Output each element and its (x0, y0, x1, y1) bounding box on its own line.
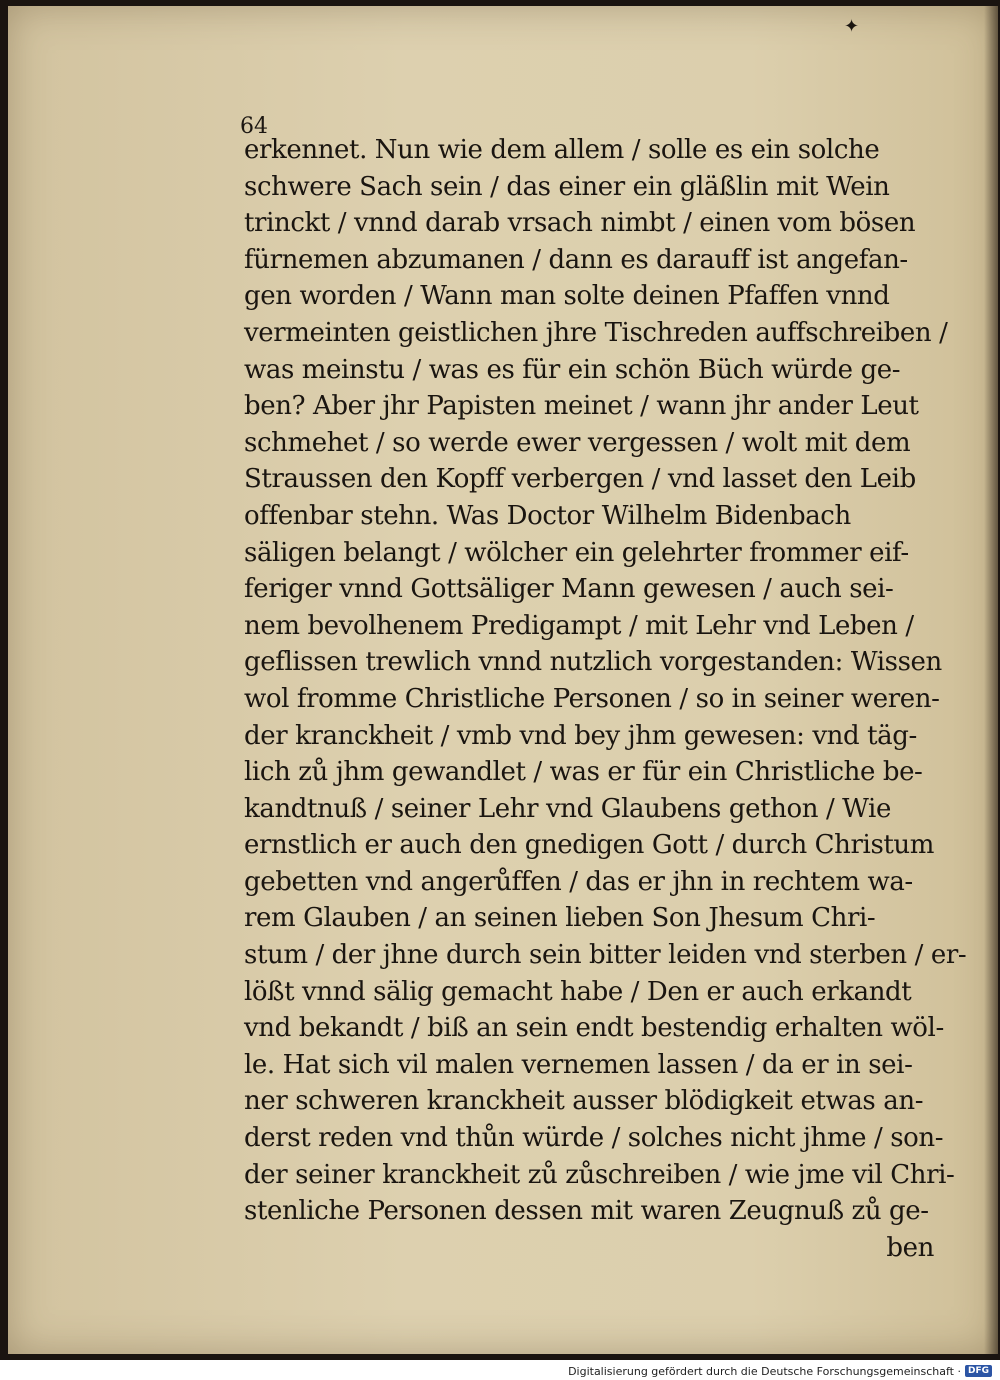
text-line: nem bevolhenem Predigampt / mit Lehr vnd Leben / (244, 610, 914, 641)
text-line: was meinstu / was es für ein schön Büch würde ge- (244, 354, 901, 385)
text-line: le. Hat sich vil malen vernemen lassen / da er in sei- (244, 1049, 913, 1080)
page-edge-shadow (984, 6, 998, 1354)
dfg-logo-icon: DFG (965, 1365, 992, 1377)
text-line: lich zů jhm gewandlet / was er für ein Christliche be- (244, 757, 923, 788)
text-line: offenbar stehn. Was Doctor Wilhelm Bidenbach (244, 500, 851, 531)
text-line: wol fromme Christliche Personen / so in seiner weren- (244, 683, 940, 714)
ink-mark: ✦ (844, 16, 860, 37)
text-line: vermeinten geistlichen jhre Tischreden auffschreiben / (244, 317, 948, 348)
text-line: vnd bekandt / biß an sein endt bestendig erhalten wöl- (244, 1013, 944, 1044)
text-line: geflissen trewlich vnnd nutzlich vorgestanden: Wissen (244, 647, 942, 678)
text-line: erkennet. Nun wie dem allem / solle es ein solche (244, 135, 880, 165)
text-line: schwere Sach sein / das einer ein gläßlin mit Wein (244, 171, 890, 202)
text-line: stum / der jhne durch sein bitter leiden vnd sterben / er- (244, 940, 967, 971)
book-page (8, 6, 998, 1354)
text-line: schmehet / so werde ewer vergessen / wolt mit dem (244, 427, 911, 458)
text-line: ben? Aber jhr Papisten meinet / wann jhr ander Leut (244, 391, 919, 422)
digitization-credit (568, 1363, 992, 1379)
page-number: 64 (240, 114, 268, 139)
text-line: trinckt / vnnd darab vrsach nimbt / einen vom bösen (244, 208, 916, 239)
text-line: Straussen den Kopff verbergen / vnd lasset den Leib (244, 464, 916, 495)
text-line: ner schweren kranckheit ausser blödigkeit etwas an- (244, 1086, 924, 1117)
text-line: lößt vnnd sälig gemacht habe / Den er auch erkandt (244, 976, 912, 1007)
text-line: rem Glauben / an seinen lieben Son Jhesum Chri- (244, 903, 876, 934)
text-line: feriger vnnd Gottsäliger Mann gewesen / auch sei- (244, 574, 894, 605)
text-line: der kranckheit / vmb vnd bey jhm gewesen: vnd täg- (244, 720, 917, 751)
body-text (244, 132, 984, 1266)
text-line: der seiner kranckheit zů zůschreiben / wie jme vil Chri- (244, 1159, 955, 1190)
text-line: fürnemen abzumanen / dann es darauff ist angefan- (244, 244, 908, 275)
text-line: kandtnuß / seiner Lehr vnd Glaubens gethon / Wie (244, 793, 891, 824)
text-line: derst reden vnd thůn würde / solches nicht jhme / son- (244, 1123, 944, 1154)
text-line: säligen belangt / wölcher ein gelehrter frommer eif- (244, 537, 909, 568)
text-line: ernstlich er auch den gnedigen Gott / durch Christum (244, 830, 935, 861)
text-line: gen worden / Wann man solte deinen Pfaffen vnnd (244, 281, 890, 312)
text-line: gebetten vnd angerůffen / das er jhn in rechtem wa- (244, 866, 913, 897)
text-line: stenliche Personen dessen mit waren Zeugnuß zů ge- (244, 1196, 929, 1227)
credit-text: Digitalisierung gefördert durch die Deutsche Forschungsgemeinschaft · (568, 1364, 961, 1378)
catchword: ben (886, 1232, 934, 1263)
